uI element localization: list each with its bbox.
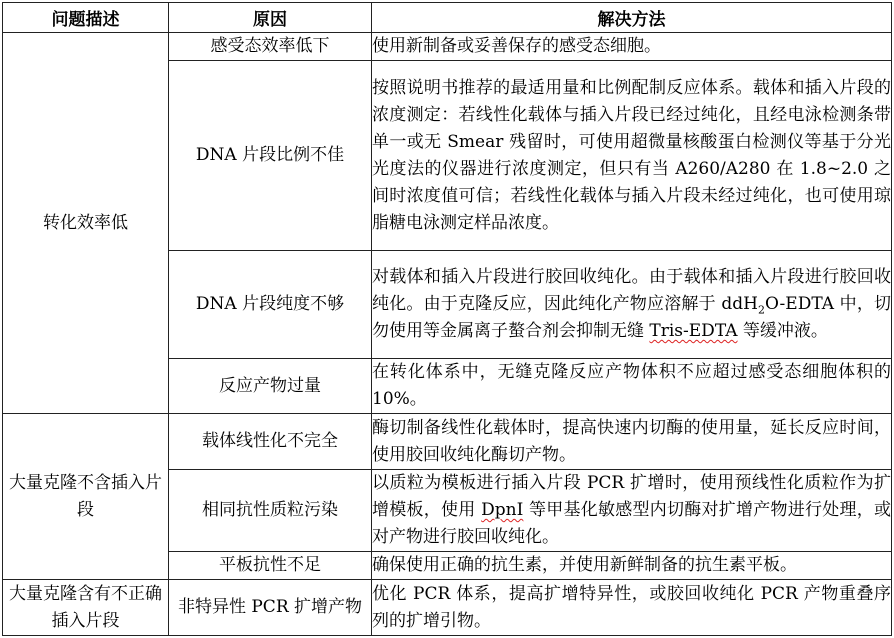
cause-cell: 载体线性化不完全 [169, 414, 372, 470]
cause-cell: 相同抗性质粒污染 [169, 470, 372, 552]
solution-cell: 在转化体系中，无缝克隆反应产物体积不应超过感受态细胞体积的 10%。 [372, 359, 892, 414]
solution-text: 等缓冲液。 [737, 321, 828, 341]
cause-cell: DNA 片段比例不佳 [169, 61, 372, 251]
cause-cell: DNA 片段纯度不够 [169, 251, 372, 359]
solution-cell: 按照说明书推荐的最适用量和比例配制反应体系。载体和插入片段的浓度测定：若线性化载体与插入片段已经过纯化，且经电泳检测条带单一或无 Smear 残留时，可使用超微量核酸蛋白检测仪等基于分光光度法的仪器进行浓度测定，但只有当 A260/A280 在 1.8~2.0 之间时浓度值可信；若线性化载体与插入片段未经过纯化，也可使用琼脂糖电泳测定样品浓度。 [372, 61, 892, 251]
header-row [3, 3, 892, 33]
problem-cell: 转化效率低 [3, 33, 169, 414]
solution-cell: 使用新制备或妥善保存的感受态细胞。 [372, 33, 892, 61]
header-cause: 原因 [169, 3, 372, 33]
problem-cell: 大量克隆不含插入片段 [3, 414, 169, 580]
solution-text: 对载体和插入片段进行胶回收纯化。由于载体和插入片段进行胶回收纯化。由于克隆反应，因此纯化产物应溶解于 ddH [372, 267, 891, 314]
solution-cell: 优化 PCR 体系，提高扩增特异性，或胶回收纯化 PCR 产物重叠序列的扩增引物。 [372, 580, 892, 636]
header-solution: 解决方法 [372, 3, 892, 33]
solution-text: 等甲基化敏感型内切酶对扩增产物进行处理，或对产物进行胶回收纯化。 [372, 500, 891, 547]
cause-cell: 感受态效率低下 [169, 33, 372, 61]
cause-cell: 非特异性 PCR 扩增产物 [169, 580, 372, 636]
troubleshooting-table [2, 2, 892, 636]
solution-cell [372, 251, 892, 359]
subscript-two: 2 [758, 303, 765, 317]
table-row [3, 580, 892, 636]
cause-cell: 反应产物过量 [169, 359, 372, 414]
spellcheck-flagged-word: Tris-EDTA [649, 321, 738, 341]
table-row [3, 414, 892, 470]
solution-text: O-EDTA 中，切勿使用等金属离子螯合剂会抑制无缝 [372, 294, 892, 341]
header-problem: 问题描述 [3, 3, 169, 33]
solution-cell: 酶切制备线性化载体时，提高快速内切酶的使用量，延长反应时间，使用胶回收纯化酶切产物。 [372, 414, 892, 470]
cause-cell: 平板抗性不足 [169, 552, 372, 580]
solution-text: 以质粒为模板进行插入片段 PCR 扩增时，使用预线性化质粒作为扩增模板，使用 [372, 473, 891, 520]
solution-cell [372, 470, 892, 552]
spellcheck-flagged-word: DpnI [481, 500, 524, 520]
solution-cell: 确保使用正确的抗生素，并使用新鲜制备的抗生素平板。 [372, 552, 892, 580]
table-row [3, 33, 892, 61]
problem-cell: 大量克隆含有不正确插入片段 [3, 580, 169, 636]
